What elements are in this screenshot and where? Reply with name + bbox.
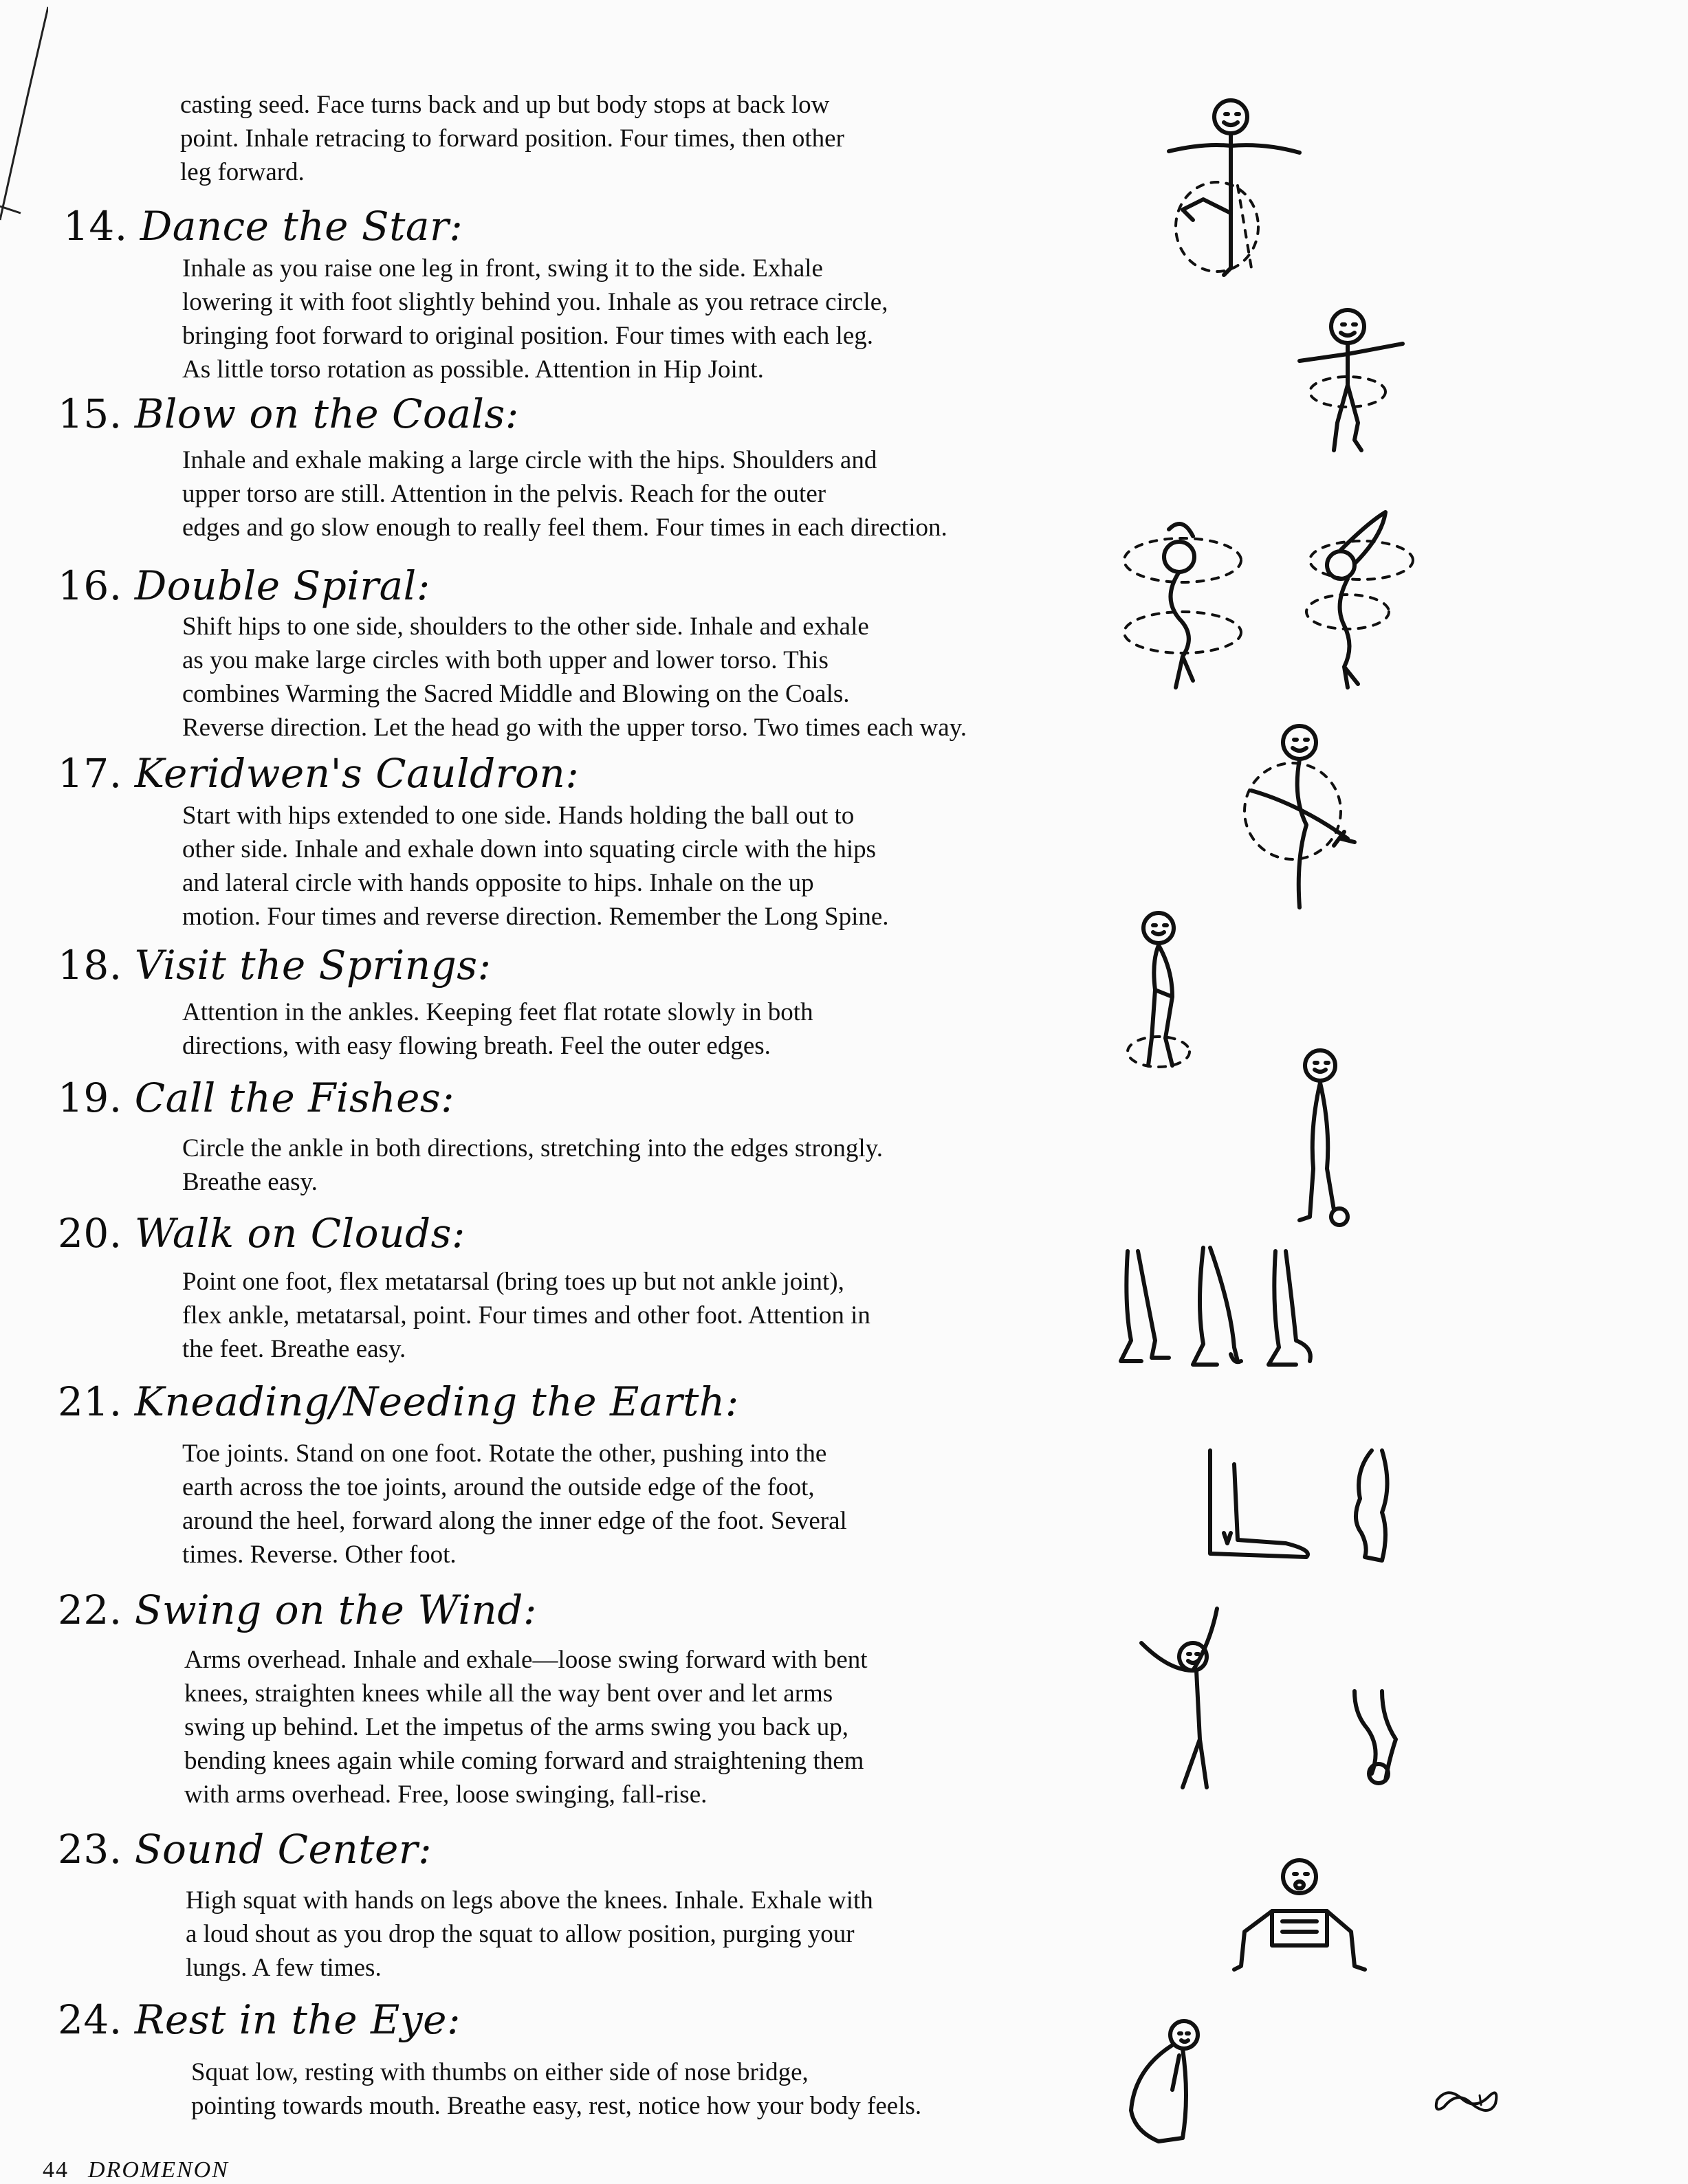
exercise-number: 22. [58, 1587, 122, 1633]
heading-keridwens-cauldron [58, 751, 579, 795]
intro-continuation: casting seed. Face turns back and up but body stops at back low point. Inhale retracing to forward position. Four times, then other leg forward. [180, 91, 844, 186]
exercise-text-swing-on-the-wind: Arms overhead. Inhale and exhale—loose swing forward with bent knees, straighten knees while all the way bent over and let arms swing up behind. Let the impetus of the arms swing you back up, bending knees again while coming forward and straightening them with arms overhead. Free, loose swinging, fall-rise. [184, 1646, 868, 1809]
stick-figure-keridwens-cauldron [1224, 722, 1375, 921]
heading-sound-center [58, 1827, 432, 1871]
exercise-text-rest-in-the-eye: Squat low, resting with thumbs on either side of nose bridge, pointing towards mouth. Breathe easy, rest, notice how your body feels. [191, 2058, 922, 2120]
exercise-text-walk-on-clouds: Point one foot, flex metatarsal (bring toes up but not ankle joint), flex ankle, metatarsal, point. Four times and other foot. Attention in the feet. Breathe easy. [182, 1268, 870, 1363]
heading-rest-in-the-eye [58, 1998, 461, 2042]
exercise-number: 21. [58, 1378, 122, 1425]
legs-walk-on-clouds [1114, 1237, 1327, 1382]
exercise-number: 18. [58, 942, 122, 989]
stick-figures-double-spiral [1107, 509, 1423, 701]
exercise-title: Rest in the Eye: [134, 1996, 461, 2043]
exercise-number: 23. [58, 1826, 122, 1873]
page-number: 44 [43, 2157, 69, 2183]
exercise-number: 14. [63, 203, 128, 250]
paper-fold-mark [0, 0, 48, 275]
page-footer [43, 2157, 229, 2183]
heading-double-spiral [58, 564, 430, 608]
stick-figure-blow-on-the-coals [1293, 302, 1416, 461]
exercise-number: 15. [58, 390, 122, 437]
stick-figure-call-the-fishes [1279, 1045, 1368, 1231]
exercise-title: Keridwen's Cauldron: [134, 750, 580, 797]
exercise-number: 19. [58, 1074, 122, 1121]
exercise-title: Swing on the Wind: [134, 1587, 537, 1633]
exercise-text-keridwens-cauldron: Start with hips extended to one side. Hands holding the ball out to other side. Inhale and exhale down into squating circle with the hips and lateral circle with hands opposite to hips. Inhale on the up motion. Four times and reverse direction. Remember the Long Spine. [182, 802, 889, 931]
stick-figure-sound-center [1231, 1856, 1368, 1980]
exercise-text-call-the-fishes: Circle the ankle in both directions, stretching into the edges strongly. Breathe easy. [182, 1134, 883, 1196]
exercise-title: Dance the Star: [140, 203, 463, 250]
heading-visit-the-springs [58, 943, 492, 987]
stick-figure-dance-the-star [1141, 89, 1320, 289]
heading-blow-on-the-coals [58, 392, 519, 436]
running-title: DROMENON [88, 2157, 229, 2183]
exercise-number: 16. [58, 562, 122, 609]
heading-swing-on-the-wind [58, 1588, 537, 1632]
heading-dance-the-star [63, 204, 463, 248]
exercise-number: 20. [58, 1210, 122, 1257]
heading-call-the-fishes [58, 1076, 454, 1120]
exercise-title: Walk on Clouds: [134, 1210, 465, 1257]
exercise-text-dance-the-star: Inhale as you raise one leg in front, swing it to the side. Exhale lowering it with foot slightly behind you. Inhale as you retrace circle, bringing foot forward to original position. Four times with each leg. As little torso rotation as possible. Attention in Hip Joint. [182, 254, 888, 384]
exercise-title: Double Spiral: [134, 562, 430, 609]
stick-figure-visit-the-springs [1124, 907, 1214, 1086]
exercise-title: Call the Fishes: [134, 1074, 455, 1121]
heading-walk-on-clouds [58, 1211, 465, 1255]
exercise-text-double-spiral: Shift hips to one side, shoulders to the other side. Inhale and exhale as you make large circles with both upper and lower torso. This combines Warming the Sacred Middle and Blowing on the Coals. Reverse direction. Let the head go with the upper torso. Two times each way. [182, 613, 967, 742]
infinity-doodle [1430, 2076, 1506, 2124]
exercise-title: Sound Center: [134, 1826, 432, 1873]
exercise-text-visit-the-springs: Attention in the ankles. Keeping feet flat rotate slowly in both directions, with easy flowing breath. Feel the outer edges. [182, 998, 813, 1060]
heading-kneading-the-earth [58, 1380, 739, 1424]
exercise-title: Kneading/Needing the Earth: [134, 1378, 739, 1425]
exercise-title: Visit the Springs: [134, 942, 492, 989]
stick-figure-rest-in-the-eye [1121, 2014, 1217, 2152]
exercise-number: 17. [58, 750, 122, 797]
exercise-text-blow-on-the-coals: Inhale and exhale making a large circle with the hips. Shoulders and upper torso are still. Attention in the pelvis. Reach for the outer edges and go slow enough to really feel them. Four times in each direction. [182, 446, 947, 542]
stick-figures-swing-on-the-wind [1128, 1602, 1430, 1801]
exercise-text-kneading-the-earth: Toe joints. Stand on one foot. Rotate the other, pushing into the earth across the toe joints, around the outside edge of the foot, around the heel, forward along the inner edge of the foot. Several times. Reverse. Other foot. [182, 1440, 847, 1569]
exercise-number: 24. [58, 1996, 122, 2043]
feet-kneading-the-earth [1196, 1444, 1403, 1567]
exercise-text-sound-center: High squat with hands on legs above the knees. Inhale. Exhale with a loud shout as you drop the squat to allow position, purging your lungs. A few times. [186, 1886, 873, 1982]
exercise-title: Blow on the Coals: [134, 390, 519, 437]
